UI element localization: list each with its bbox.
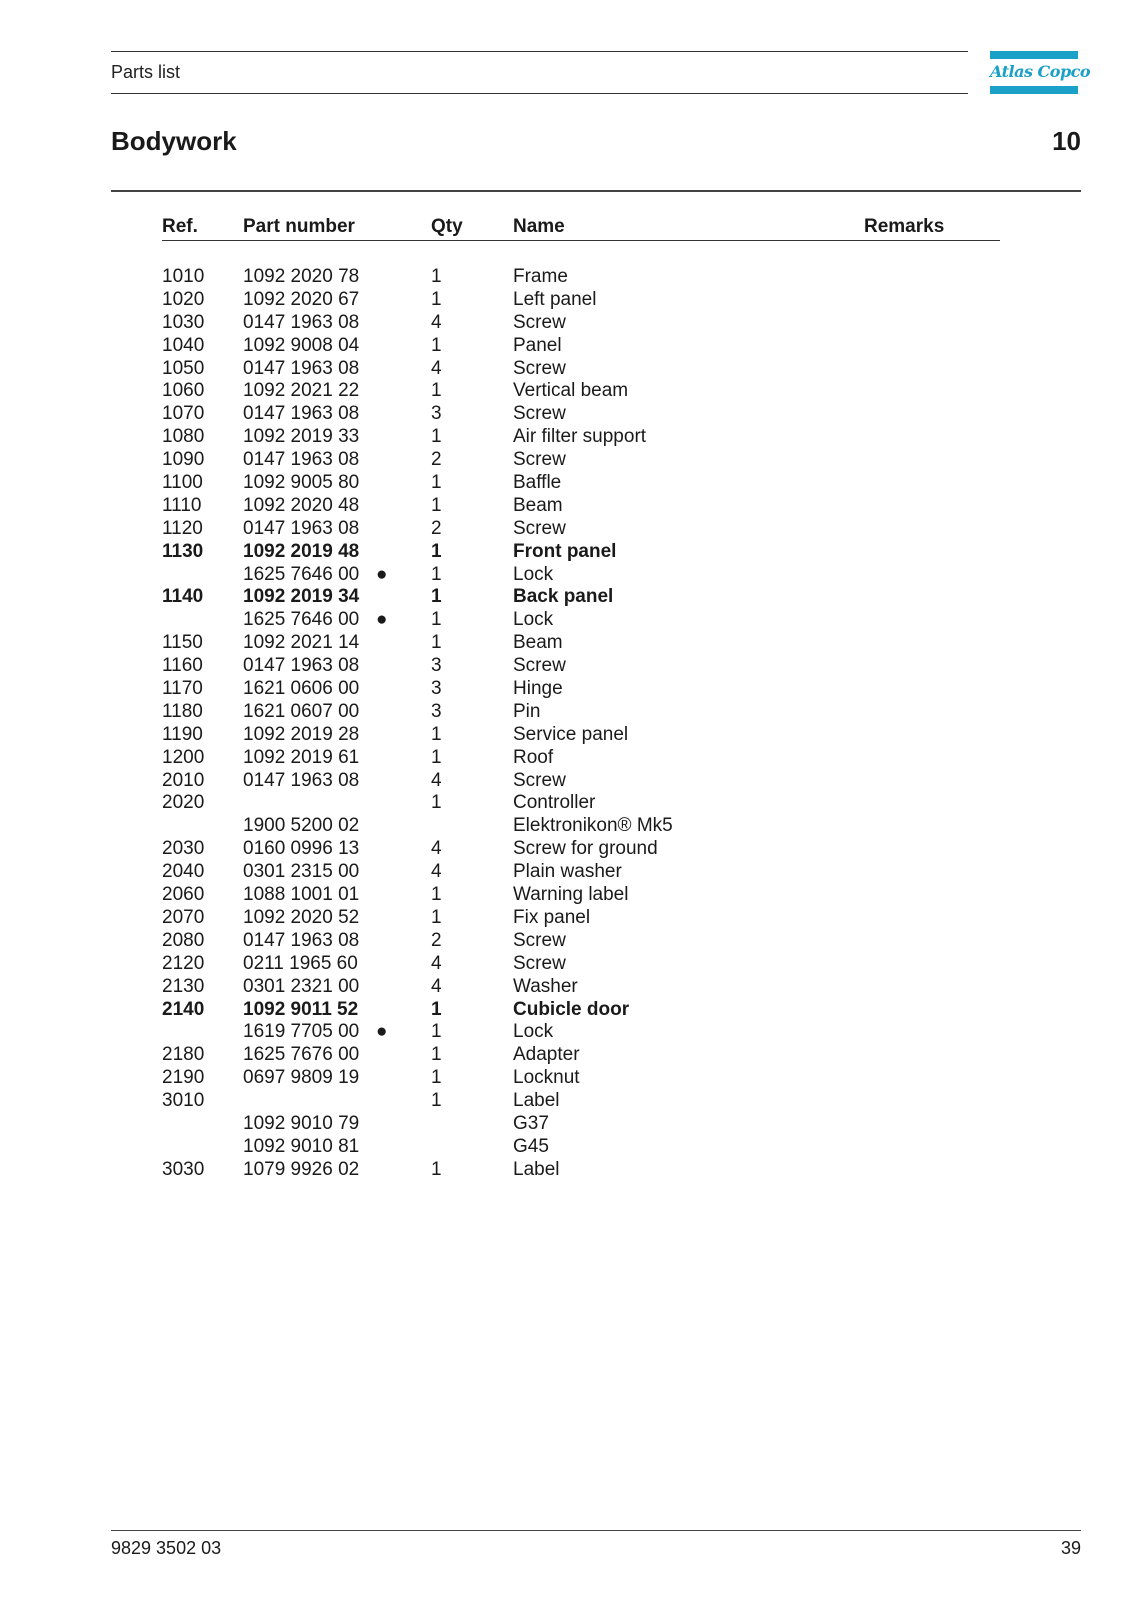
ref-cell: 1060 <box>162 380 205 402</box>
name-cell: Beam <box>513 494 563 516</box>
table-row <box>0 335 1131 358</box>
qty-cell: 1 <box>431 1021 442 1043</box>
ref-cell: 2060 <box>162 884 205 906</box>
ref-cell: 2010 <box>162 769 205 791</box>
qty-cell: 4 <box>431 861 442 883</box>
ref-cell: 2080 <box>162 929 205 951</box>
name-cell: Back panel <box>513 586 614 608</box>
name-cell: Left panel <box>513 288 597 310</box>
table-row <box>0 266 1131 289</box>
name-cell: Lock <box>513 609 554 631</box>
ref-cell: 1130 <box>162 540 204 562</box>
qty-cell: 1 <box>431 266 442 287</box>
table-row <box>0 1021 1131 1044</box>
ref-cell: 1180 <box>162 700 203 722</box>
table-row <box>0 861 1131 884</box>
bullet-marker: ● <box>376 1021 388 1043</box>
part-number-cell: 0147 1963 08 <box>243 655 360 677</box>
part-number-cell: 0147 1963 08 <box>243 449 360 471</box>
table-row <box>0 289 1131 312</box>
part-number-cell: 1092 2019 33 <box>243 426 360 448</box>
name-cell: Roof <box>513 746 554 768</box>
part-number-cell: 1092 2019 61 <box>243 746 360 768</box>
part-number-cell: 0211 1965 60 <box>243 952 358 974</box>
ref-cell: 2070 <box>162 906 205 928</box>
bullet-marker: ● <box>376 563 388 585</box>
name-cell: Screw <box>513 449 566 471</box>
part-number-cell: 1092 2020 78 <box>243 266 360 287</box>
table-row <box>0 449 1131 472</box>
part-number-cell: 1088 1001 01 <box>243 884 360 906</box>
name-cell: Label <box>513 1090 560 1112</box>
part-number-cell: 1092 2019 48 <box>243 540 360 562</box>
table-row <box>0 472 1131 495</box>
name-cell: Screw <box>513 403 566 425</box>
table-row <box>0 609 1131 632</box>
ref-cell: 1110 <box>162 494 202 516</box>
ref-cell: 2020 <box>162 792 205 814</box>
qty-cell: 1 <box>431 540 442 562</box>
column-header-qty: Qty <box>431 216 463 237</box>
part-number-cell: 1625 7646 00 <box>243 563 360 585</box>
ref-cell: 1020 <box>162 288 205 310</box>
parts-table-body <box>0 266 1131 1182</box>
qty-cell: 1 <box>431 998 442 1020</box>
table-row <box>0 999 1131 1022</box>
table-row <box>0 586 1131 609</box>
qty-cell: 1 <box>431 1090 442 1112</box>
part-number-cell: 0147 1963 08 <box>243 311 360 333</box>
table-row <box>0 1136 1131 1159</box>
name-cell: Controller <box>513 792 596 814</box>
part-number-cell: 1092 2019 28 <box>243 723 360 745</box>
qty-cell: 1 <box>431 723 442 745</box>
table-row <box>0 792 1131 815</box>
part-number-cell: 1625 7676 00 <box>243 1044 360 1066</box>
name-cell: Screw <box>513 769 566 791</box>
part-number-cell: 1092 9010 79 <box>243 1112 360 1134</box>
ref-cell: 1170 <box>162 678 203 700</box>
section-rule <box>111 190 1081 192</box>
part-number-cell: 0160 0996 13 <box>243 838 360 860</box>
qty-cell: 1 <box>431 288 442 310</box>
qty-cell: 4 <box>431 311 442 333</box>
part-number-cell: 1079 9926 02 <box>243 1158 360 1180</box>
table-row <box>0 1113 1131 1136</box>
ref-cell: 2130 <box>162 975 205 997</box>
name-cell: Baffle <box>513 472 562 494</box>
qty-cell: 1 <box>431 906 442 928</box>
qty-cell: 4 <box>431 838 442 860</box>
column-header-name: Name <box>513 216 565 237</box>
name-cell: Cubicle door <box>513 998 630 1020</box>
footer-rule <box>111 1530 1081 1531</box>
part-number-cell: 1619 7705 00 <box>243 1021 360 1043</box>
qty-cell: 3 <box>431 403 442 425</box>
part-number-cell: 1092 9005 80 <box>243 472 360 494</box>
document-number: 9829 3502 03 <box>111 1538 222 1558</box>
part-number-cell: 1092 2020 67 <box>243 288 360 310</box>
name-cell: G37 <box>513 1112 549 1134</box>
table-row <box>0 884 1131 907</box>
name-cell: Elektronikon® Mk5 <box>513 815 673 837</box>
ref-cell: 1080 <box>162 426 205 448</box>
qty-cell: 3 <box>431 655 442 677</box>
table-row <box>0 495 1131 518</box>
qty-cell: 1 <box>431 792 442 814</box>
qty-cell: 4 <box>431 952 442 974</box>
name-cell: Screw <box>513 929 566 951</box>
table-row <box>0 403 1131 426</box>
qty-cell: 1 <box>431 334 442 356</box>
ref-cell: 2140 <box>162 998 205 1020</box>
table-row <box>0 518 1131 541</box>
qty-cell: 1 <box>431 609 442 631</box>
part-number-cell: 1092 9010 81 <box>243 1135 360 1157</box>
part-number-cell: 0147 1963 08 <box>243 357 360 379</box>
table-row <box>0 953 1131 976</box>
table-row <box>0 541 1131 564</box>
name-cell: Screw <box>513 655 566 677</box>
section-title: Bodywork <box>111 126 237 156</box>
ref-cell: 1200 <box>162 746 205 768</box>
table-row <box>0 1159 1131 1182</box>
column-header-ref: Ref. <box>162 216 198 237</box>
table-row <box>0 1090 1131 1113</box>
ref-cell: 1010 <box>162 266 205 287</box>
header-label: Parts list <box>111 62 181 82</box>
ref-cell: 1160 <box>162 655 203 677</box>
name-cell: Vertical beam <box>513 380 629 402</box>
name-cell: G45 <box>513 1135 549 1157</box>
part-number-cell: 0301 2321 00 <box>243 975 360 997</box>
name-cell: Fix panel <box>513 906 591 928</box>
qty-cell: 2 <box>431 929 442 951</box>
ref-cell: 2190 <box>162 1067 205 1089</box>
ref-cell: 2040 <box>162 861 205 883</box>
part-number-cell: 1092 2021 14 <box>243 632 360 654</box>
part-number-cell: 0301 2315 00 <box>243 861 360 883</box>
name-cell: Plain washer <box>513 861 622 883</box>
qty-cell: 2 <box>431 517 442 539</box>
part-number-cell: 1092 9008 04 <box>243 334 360 356</box>
page-number: 39 <box>1060 1538 1081 1558</box>
column-header-remarks: Remarks <box>864 216 945 237</box>
table-row <box>0 815 1131 838</box>
name-cell: Washer <box>513 975 578 997</box>
table-row <box>0 838 1131 861</box>
table-row <box>0 976 1131 999</box>
table-row <box>0 564 1131 587</box>
part-number-cell: 1092 2021 22 <box>243 380 360 402</box>
part-number-cell: 1092 2020 52 <box>243 906 360 928</box>
name-cell: Hinge <box>513 678 563 700</box>
qty-cell: 1 <box>431 1067 442 1089</box>
qty-cell: 1 <box>431 380 442 402</box>
name-cell: Pin <box>513 700 541 722</box>
name-cell: Adapter <box>513 1044 580 1066</box>
bullet-marker: ● <box>376 609 388 631</box>
ref-cell: 3010 <box>162 1090 205 1112</box>
qty-cell: 1 <box>431 426 442 448</box>
ref-cell: 1040 <box>162 334 205 356</box>
qty-cell: 4 <box>431 769 442 791</box>
table-row <box>0 426 1131 449</box>
table-row <box>0 358 1131 381</box>
qty-cell: 1 <box>431 1158 442 1180</box>
table-header-rule <box>162 240 1000 241</box>
qty-cell: 1 <box>431 563 442 585</box>
part-number-cell: 1092 9011 52 <box>243 998 359 1020</box>
name-cell: Warning label <box>513 884 629 906</box>
table-row <box>0 724 1131 747</box>
name-cell: Screw for ground <box>513 838 658 860</box>
ref-cell: 1070 <box>162 403 205 425</box>
name-cell: Front panel <box>513 540 617 562</box>
part-number-cell: 1092 2020 48 <box>243 494 360 516</box>
atlas-copco-logo <box>990 51 1091 94</box>
ref-cell: 2120 <box>162 952 205 974</box>
name-cell: Label <box>513 1158 560 1180</box>
name-cell: Beam <box>513 632 563 654</box>
header-rule-top <box>111 51 968 52</box>
table-row <box>0 701 1131 724</box>
column-header-part-number: Part number <box>243 216 355 237</box>
name-cell: Lock <box>513 563 554 585</box>
ref-cell: 1150 <box>162 632 203 654</box>
ref-cell: 1030 <box>162 311 205 333</box>
logo-bar-top <box>990 51 1078 59</box>
ref-cell: 1120 <box>162 517 203 539</box>
ref-cell: 2030 <box>162 838 205 860</box>
name-cell: Lock <box>513 1021 554 1043</box>
part-number-cell: 1621 0606 00 <box>243 678 360 700</box>
header-rule-bottom <box>111 93 968 94</box>
part-number-cell: 0147 1963 08 <box>243 517 360 539</box>
qty-cell: 1 <box>431 746 442 768</box>
table-row <box>0 1067 1131 1090</box>
table-row <box>0 907 1131 930</box>
name-cell: Screw <box>513 357 566 379</box>
qty-cell: 2 <box>431 449 442 471</box>
name-cell: Frame <box>513 266 568 287</box>
qty-cell: 3 <box>431 700 442 722</box>
ref-cell: 1100 <box>162 472 203 494</box>
name-cell: Service panel <box>513 723 629 745</box>
name-cell: Screw <box>513 517 566 539</box>
logo-bar-bottom <box>990 86 1078 94</box>
qty-cell: 1 <box>431 472 442 494</box>
name-cell: Screw <box>513 952 566 974</box>
name-cell: Screw <box>513 311 566 333</box>
ref-cell: 1140 <box>162 586 204 608</box>
part-number-cell: 0697 9809 19 <box>243 1067 360 1089</box>
table-row <box>0 678 1131 701</box>
ref-cell: 1190 <box>162 723 203 745</box>
part-number-cell: 1900 5200 02 <box>243 815 360 837</box>
ref-cell: 1090 <box>162 449 205 471</box>
table-row <box>0 1044 1131 1067</box>
part-number-cell: 1092 2019 34 <box>243 586 360 608</box>
qty-cell: 1 <box>431 586 442 608</box>
ref-cell: 3030 <box>162 1158 205 1180</box>
table-row <box>0 747 1131 770</box>
qty-cell: 1 <box>431 1044 442 1066</box>
qty-cell: 1 <box>431 632 442 654</box>
table-row <box>0 655 1131 678</box>
part-number-cell: 0147 1963 08 <box>243 403 360 425</box>
name-cell: Panel <box>513 334 562 356</box>
qty-cell: 4 <box>431 357 442 379</box>
table-row <box>0 770 1131 793</box>
part-number-cell: 1621 0607 00 <box>243 700 360 722</box>
logo-text: Atlas Copco <box>990 62 1091 81</box>
table-row <box>0 930 1131 953</box>
ref-cell: 2180 <box>162 1044 205 1066</box>
name-cell: Locknut <box>513 1067 580 1089</box>
part-number-cell: 0147 1963 08 <box>243 769 360 791</box>
table-row <box>0 380 1131 403</box>
qty-cell: 1 <box>431 494 442 516</box>
qty-cell: 1 <box>431 884 442 906</box>
qty-cell: 3 <box>431 678 442 700</box>
part-number-cell: 1625 7646 00 <box>243 609 360 631</box>
section-number: 10 <box>1052 126 1081 156</box>
name-cell: Air filter support <box>513 426 647 448</box>
part-number-cell: 0147 1963 08 <box>243 929 360 951</box>
ref-cell: 1050 <box>162 357 205 379</box>
table-row <box>0 632 1131 655</box>
table-row <box>0 312 1131 335</box>
qty-cell: 4 <box>431 975 442 997</box>
